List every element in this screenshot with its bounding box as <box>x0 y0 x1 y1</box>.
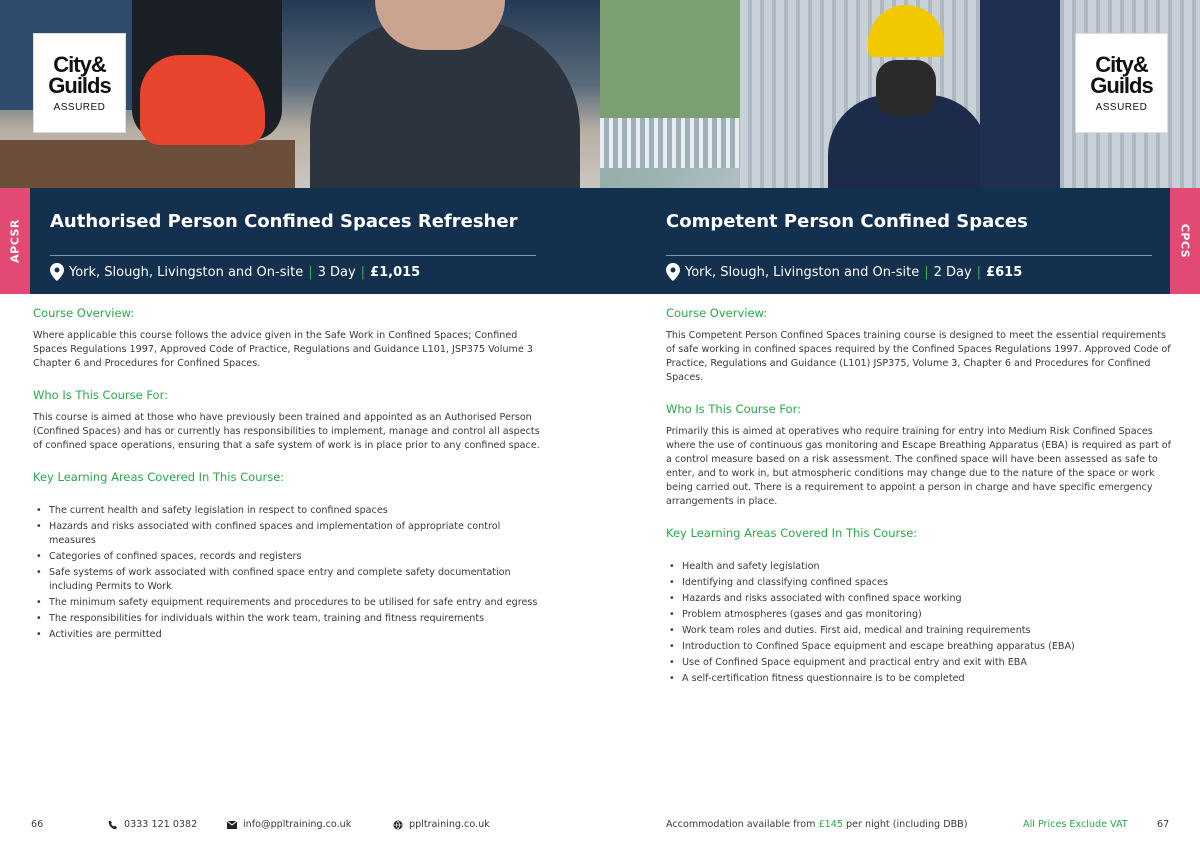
website-url: ppltraining.co.uk <box>409 819 490 830</box>
course-body-left <box>33 306 543 644</box>
photo-fence <box>600 118 740 168</box>
footer-website[interactable] <box>393 819 490 830</box>
logo-line1: City& <box>1095 52 1148 77</box>
footer-email[interactable] <box>227 819 351 830</box>
list-item: • A self-certification fitness questionnaire is to be completed <box>666 672 1171 686</box>
meta-separator: | <box>976 264 982 280</box>
course-price: £1,015 <box>370 264 421 280</box>
logo-line2: Guilds <box>1090 73 1153 98</box>
overview-heading: Course Overview: <box>666 306 768 320</box>
course-title-right: Competent Person Confined Spaces <box>666 211 1028 232</box>
overview-text: Where applicable this course follows the advice given in the Safe Work in Confined Spaces; Confined Spaces Regulations 1997, Approved Code of Practice, Regulations and Guidance L101, JSP375 Volume 3 Chapter 6 and Procedures for Confined Spaces. <box>33 330 533 369</box>
key-learning-heading: Key Learning Areas Covered In This Course: <box>33 470 285 484</box>
key-learning-list <box>33 504 543 642</box>
accommodation-price: £145 <box>818 819 843 830</box>
who-text: Primarily this is aimed at operatives who require training for entry into Medium Risk Confined Spaces where the use of continuous gas monitoring and Escape Breathing Apparatus (EBA) is required as part of a control measure based on a risk assessment. The confined space will have been assessed as safe to enter, and to work in, but atmospheric conditions may change due to the nature of the space or work being carried out. There is a requirement to appoint a person in charge and have specific emergency arrangements in place. <box>666 426 1171 507</box>
course-code-right: CPCS <box>1178 223 1192 259</box>
course-code-tab-left <box>0 188 30 294</box>
accommodation-suffix: per night (including DBB) <box>846 819 968 830</box>
list-item: • Use of Confined Space equipment and practical entry and exit with EBA <box>666 656 1171 670</box>
meta-separator: | <box>308 264 313 280</box>
list-item: • Identifying and classifying confined spaces <box>666 576 1171 590</box>
overview-heading: Course Overview: <box>33 306 135 320</box>
footer-phone[interactable] <box>108 819 197 830</box>
course-duration: 3 Day <box>317 264 356 280</box>
photo-trees <box>600 0 740 120</box>
course-price: £615 <box>986 264 1023 280</box>
location-pin-icon <box>666 263 680 281</box>
city-guilds-logo-left <box>33 33 126 133</box>
course-meta-right <box>666 263 1022 281</box>
who-heading: Who Is This Course For: <box>33 388 168 402</box>
vat-note: All Prices Exclude VAT <box>1023 819 1128 830</box>
course-code-tab-right <box>1170 188 1200 294</box>
logo-line1: City& <box>53 52 106 77</box>
list-item: • Activities are permitted <box>33 628 543 642</box>
overview-text: This Competent Person Confined Spaces training course is designed to meet the essential requirements of safe working in confined spaces required by the Confined Spaces Regulations 1997. Approved Code of Practice, Regulations and Guidance (L101) JSP375, Volume 3, Chapter 6 and Procedures for Confined Spaces. <box>666 330 1171 383</box>
list-item: • Safe systems of work associated with confined space entry and complete safety documentation including Permits to Work <box>33 566 543 594</box>
course-title-left: Authorised Person Confined Spaces Refresher <box>50 211 518 232</box>
course-meta-left <box>50 263 420 281</box>
city-guilds-logo-right <box>1075 33 1168 133</box>
photo-table <box>0 140 295 188</box>
page-number-left: 66 <box>31 819 44 830</box>
course-locations: York, Slough, Livingston and On-site <box>685 264 920 280</box>
list-item: • Hazards and risks associated with confined space working <box>666 592 1171 606</box>
page-number-right: 67 <box>1157 819 1170 830</box>
accommodation-prefix: Accommodation available from <box>666 819 816 830</box>
phone-number: 0333 121 0382 <box>124 819 198 830</box>
course-locations: York, Slough, Livingston and On-site <box>69 264 304 280</box>
header-divider-right <box>666 255 1152 256</box>
list-item: • Work team roles and duties. First aid, medical and training requirements <box>666 624 1171 638</box>
logo-assured-label: ASSURED <box>53 102 106 113</box>
who-heading: Who Is This Course For: <box>666 402 801 416</box>
list-item: • The minimum safety equipment requirements and procedures to be utilised for safe entry and egress <box>33 596 543 610</box>
who-text: This course is aimed at those who have previously been trained and appointed as an Authorised Person (Confined Spaces) and has or currently has responsibilities to implement, manage and control all aspects of confined space operations, ensuring that a safe system of work is in place prior to any confined space. <box>33 412 540 451</box>
email-icon <box>227 821 237 829</box>
globe-icon <box>393 820 403 830</box>
course-duration: 2 Day <box>933 264 972 280</box>
phone-icon <box>108 820 118 830</box>
list-item: • The current health and safety legislation in respect to confined spaces <box>33 504 543 518</box>
list-item: • Categories of confined spaces, records and registers <box>33 550 543 564</box>
header-divider-left <box>50 255 536 256</box>
course-code-left: APCSR <box>8 219 22 263</box>
course-body-right <box>666 306 1171 688</box>
logo-line2: Guilds <box>48 73 111 98</box>
key-learning-heading: Key Learning Areas Covered In This Course: <box>666 526 918 540</box>
list-item: • The responsibilities for individuals within the work team, training and fitness requirements <box>33 612 543 626</box>
meta-separator: | <box>360 264 366 280</box>
list-item: • Health and safety legislation <box>666 560 1171 574</box>
list-item: • Introduction to Confined Space equipment and escape breathing apparatus (EBA) <box>666 640 1171 654</box>
list-item: • Problem atmospheres (gases and gas monitoring) <box>666 608 1171 622</box>
email-address: info@ppltraining.co.uk <box>243 819 352 830</box>
list-item: • Hazards and risks associated with confined spaces and implementation of appropriate control measures <box>33 520 543 548</box>
accommodation-note <box>666 819 968 830</box>
meta-separator: | <box>924 264 929 280</box>
photo-instructor <box>980 0 1060 188</box>
location-pin-icon <box>50 263 64 281</box>
photo-mask <box>876 60 936 116</box>
key-learning-list <box>666 560 1171 686</box>
logo-assured-label: ASSURED <box>1095 102 1148 113</box>
